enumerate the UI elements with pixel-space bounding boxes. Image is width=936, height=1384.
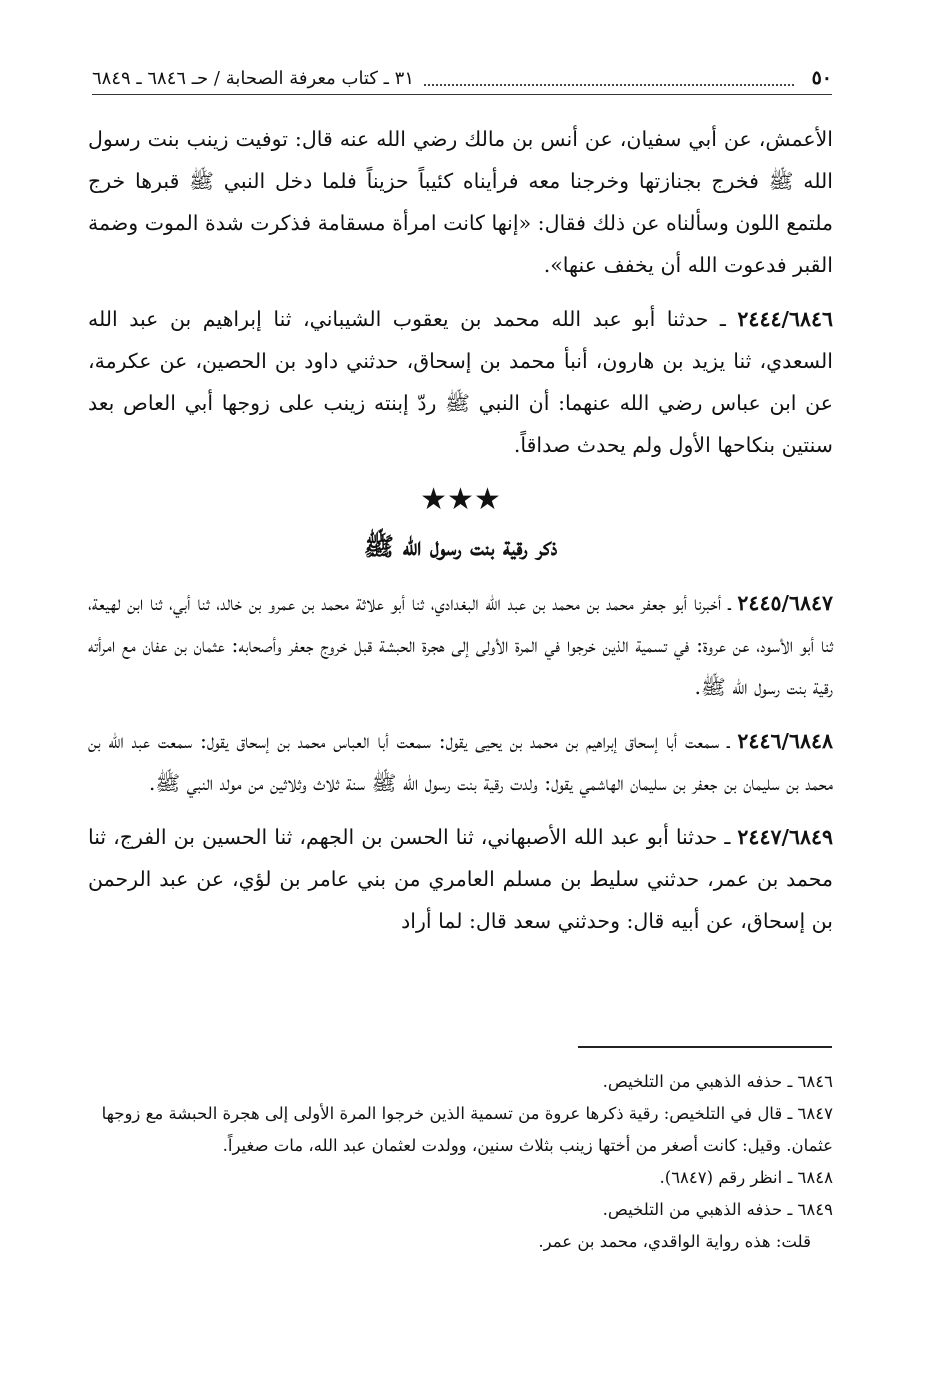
hadith-6847 xyxy=(88,582,833,708)
header-title: ٣١ ـ كتاب معرفة الصحابة / حـ ٦٨٤٦ ـ ٦٨٤٩ xyxy=(92,67,414,89)
paragraph-continuation: الأعمش، عن أبي سفيان، عن أنس بن مالك رضي الله عنه قال: توفيت زينب بنت رسول الله ﷺ فخرج بجنازتها وخرجنا معه فرأيناه كئيباً حزيناً فلما دخل النبي ﷺ قبرها خرج ملتمع اللون وسألناه عن ذلك فقال: «إنها كانت امرأة مسقامة فذكرت شدة الموت وضمة القبر فدعوت الله أن يخفف عنها». xyxy=(88,127,833,277)
hadith-6849 xyxy=(88,816,833,942)
header-dot-leader xyxy=(424,70,794,86)
footnote-6846: ٦٨٤٦ ـ حذفه الذهبي من التلخيص. xyxy=(602,1072,833,1091)
hadith-number: ٢٤٤٦/٦٨٤٨ xyxy=(737,729,833,753)
section-separator-stars: ★★★ xyxy=(420,482,501,517)
footnote-6847: ٦٨٤٧ ـ قال في التلخيص: رقية ذكرها عروة من تسمية الذين خرجوا المرة الأولى إلى هجرة الحبشة مع زوجها عثمان. وقيل: كانت أصغر من أختها زينب بثلاث سنين، وولدت لعثمان عبد الله، مات صغيراً. xyxy=(101,1104,833,1155)
footnote-6848: ٦٨٤٨ ـ انظر رقم (٦٨٤٧). xyxy=(659,1168,833,1187)
footnote-comment: قلت: هذه رواية الواقدي، محمد بن عمر. xyxy=(538,1232,811,1251)
hadith-6846 xyxy=(88,298,833,466)
main-text xyxy=(88,118,833,954)
footnotes xyxy=(88,1066,833,1258)
footnote-separator xyxy=(578,1046,832,1048)
page-number: ٥٠ xyxy=(811,67,832,89)
running-header xyxy=(92,62,832,95)
section-title: ذكر رقية بنت رسول الله ﷺ xyxy=(363,532,558,561)
hadith-number: ٢٤٤٧/٦٨٤٩ xyxy=(737,825,833,849)
hadith-text: ـ أخبرنا أبو جعفر محمد بن محمد بن عبد الله البغدادي، ثنا أبو علاثة محمد بن عمرو بن خالد، ثنا أبي، ثنا ابن لهيعة، ثنا أبو الأسود، عن عروة: في تسمية الذين خرجوا في المرة الأولى إلى هجرة الحبشة قبل خروج جعفر وأصحابه: عثمان بن عفان مع امرأته رقية بنت رسول الله ﷺ. xyxy=(88,591,833,699)
hadith-number: ٢٤٤٥/٦٨٤٧ xyxy=(737,591,833,615)
hadith-6848 xyxy=(88,720,833,804)
hadith-number: ٢٤٤٤/٦٨٤٦ xyxy=(737,307,833,331)
hadith-text: ـ حدثنا أبو عبد الله محمد بن يعقوب الشيباني، ثنا إبراهيم بن عبد الله السعدي، ثنا يزيد بن هارون، أنبأ محمد بن إسحاق، حدثني داود بن الحصين، عن عكرمة، عن ابن عباس رضي الله عنهما: أن النبي ﷺ ردّ إبنته زينب على زوجها أبي العاص بعد سنتين بنكاحها الأول ولم يحدث صداقاً. xyxy=(88,307,833,457)
footnote-6849: ٦٨٤٩ ـ حذفه الذهبي من التلخيص. xyxy=(602,1200,833,1219)
hadith-text: ـ سمعت أبا إسحاق إبراهيم بن محمد بن يحيى يقول: سمعت أبا العباس محمد بن إسحاق يقول: سمعت عبد الله بن محمد بن سليمان بن جعفر بن سليمان الهاشمي يقول: ولدت رقية بنت رسول الله ﷺ سنة ثلاث وثلاثين من مولد النبي ﷺ. xyxy=(88,729,833,795)
hadith-text: ـ حدثنا أبو عبد الله الأصبهاني، ثنا الحسن بن الجهم، ثنا الحسين بن الفرج، ثنا محمد بن عمر، حدثني سليط بن مسلم العامري من بني عامر بن لؤي، عن عبد الرحمن بن إسحاق، عن أبيه قال: وحدثني سعد قال: لما أراد xyxy=(88,825,833,933)
